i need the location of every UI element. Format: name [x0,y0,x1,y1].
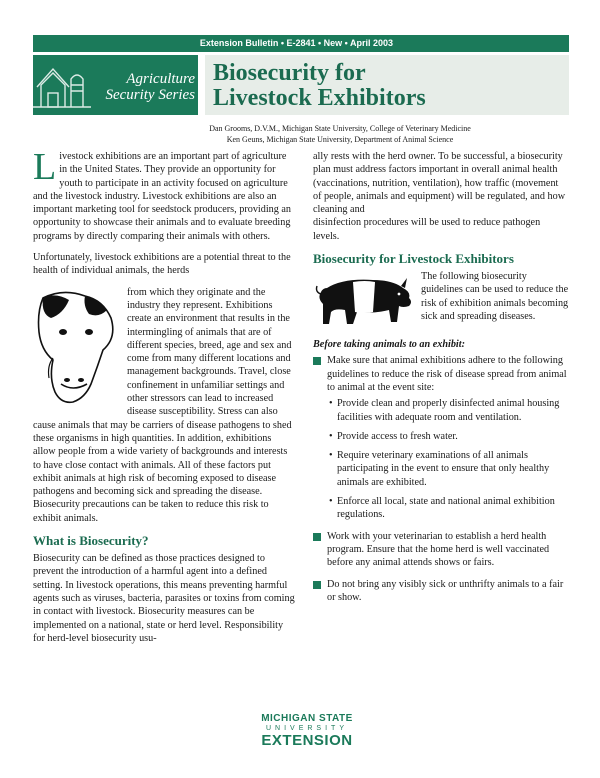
bulletin-bar: Extension Bulletin • E-2841 • New • April 2003 [33,35,569,52]
sub-list-item: • Provide access to fresh water. [329,430,458,442]
heading-what-is-biosecurity: What is Biosecurity? [33,533,149,549]
plan-paragraph-cont: disinfection procedures will be used to reduce pathogen levels. [313,217,541,242]
title-line-1: Biosecurity for [213,60,366,86]
before-exhibit-heading: Before taking animals to an exhibit: [313,339,465,351]
msu-line-3: EXTENSION [261,732,353,749]
guidelines-intro: The following biosecurity guidelines can be used to reduce the risk of exhibition animals becoming sick and spreading diseases. [421,271,569,322]
calf-icon [33,288,121,408]
series-title [91,71,195,103]
right-column [313,150,569,612]
list-item: Work with your veterinarian to establish a herd health program. Ensure that the home herd is well vaccinated before any animal attends shows or fairs. [313,530,569,570]
author-2: Ken Geuns, Michigan State University, Department of Animal Science [226,135,454,144]
threat-paragraph-start: Unfortunately, livestock exhibitions are a potential threat to the health of individual animals, the herds [33,252,291,277]
pig-illustration [313,272,415,330]
bullet-square [313,533,321,541]
author-1: Dan Grooms, D.V.M., Michigan State University, College of Veterinary Medicine [209,124,471,133]
plan-paragraph: ally rests with the herd owner. To be successful, a biosecurity plan must address factors important in overall animal health (vaccinations, nutrition, ventilation), how traffic (movement of people, animals and equipment) will be regulated, and how cleaning and [313,151,566,216]
page-title [213,61,426,111]
sub-list-item: • Enforce all local, state and national animal exhibition regulations. [329,496,555,521]
title-block [205,55,569,115]
sub-list-item: • Require veterinary examinations of all animals participating in the event to ensure that only healthy animals are exhibited. [329,450,550,488]
series-line-1: Agriculture [126,71,195,87]
sub-list [327,397,569,521]
definition-paragraph: Biosecurity can be defined as those practices designed to prevent the introduction of a harmful agent into a defined setting. In livestock operations, this means preventing harmful agents such as viruses, bacteria, parasites or toxins from coming in contact with livestock. Biosecurity measures can be implemented on a national, state or herd level. Responsibility for herd-level biosecurity usu- [33,553,295,644]
msu-line-2: UNIVERSITY [265,725,348,732]
intro-paragraph: Livestock exhibitions are an important part of agriculture in the United States. They provide an opportunity for youth to participate in an activity focused on agriculture and the livestock industry. Livestock exhibitions are also an important marketing tool for seedstock producers, providing an opportunity to showcase their animals and to evaluate breeding programs by directly comparing their animals with others. [33,146,292,242]
series-logo [33,55,198,115]
threat-paragraph: from which they originate and the industry they represent. Exhibitions create an environment that results in the intermingling of animals that are of different species, breed, age and sex and come from many different locations and management backgrounds. Travel, close confinement in unfamiliar settings and other stressors can lead to increased disease susceptibility. Stress can also cause animals that may be carriers of disease pathogens to shed these organisms in high quantities. In addition, exhibitions allow people from a wide variety of backgrounds and interests to have close contact with animals. All of these factors put exhibit animals at high risk of becoming exposed to disease pathogens and becoming sick and spreading the disease. Biosecurity precautions can be taken to reduce this risk to exhibit animals. [33,286,292,524]
list-item: Do not bring any visibly sick or unthrifty animals to a fair or show. [313,578,569,605]
calf-illustration [33,288,121,408]
pig-icon [313,272,415,330]
series-line-2: Security Series [105,87,195,103]
drop-cap: L [33,146,57,188]
sub-list-item: • Provide clean and properly disinfected animal housing facilities with adequate room and ventilation. [329,398,560,423]
msu-extension-logo [252,713,362,763]
list-item: Make sure that animal exhibitions adhere to the following guidelines to reduce the risk of disease spread from animal to animal at the event site: • Provide clean and properly disinfected animal housing facilities with adequate room and ventilation. • Provide access to fresh water. • Require veterinary examinations of all animals participating in the event to ensure that only healthy animals are exhibited. • Enforce all local, state and national animal exhibition regulations. [313,354,569,521]
left-column [33,146,295,653]
bullet-square [313,581,321,589]
bullet-square [313,357,321,365]
authors [110,123,570,145]
heading-biosecurity-exhibitors: Biosecurity for Livestock Exhibitors [313,251,514,267]
msu-line-1: MICHIGAN STATE [261,713,353,724]
title-line-2: Livestock Exhibitors [213,85,426,111]
